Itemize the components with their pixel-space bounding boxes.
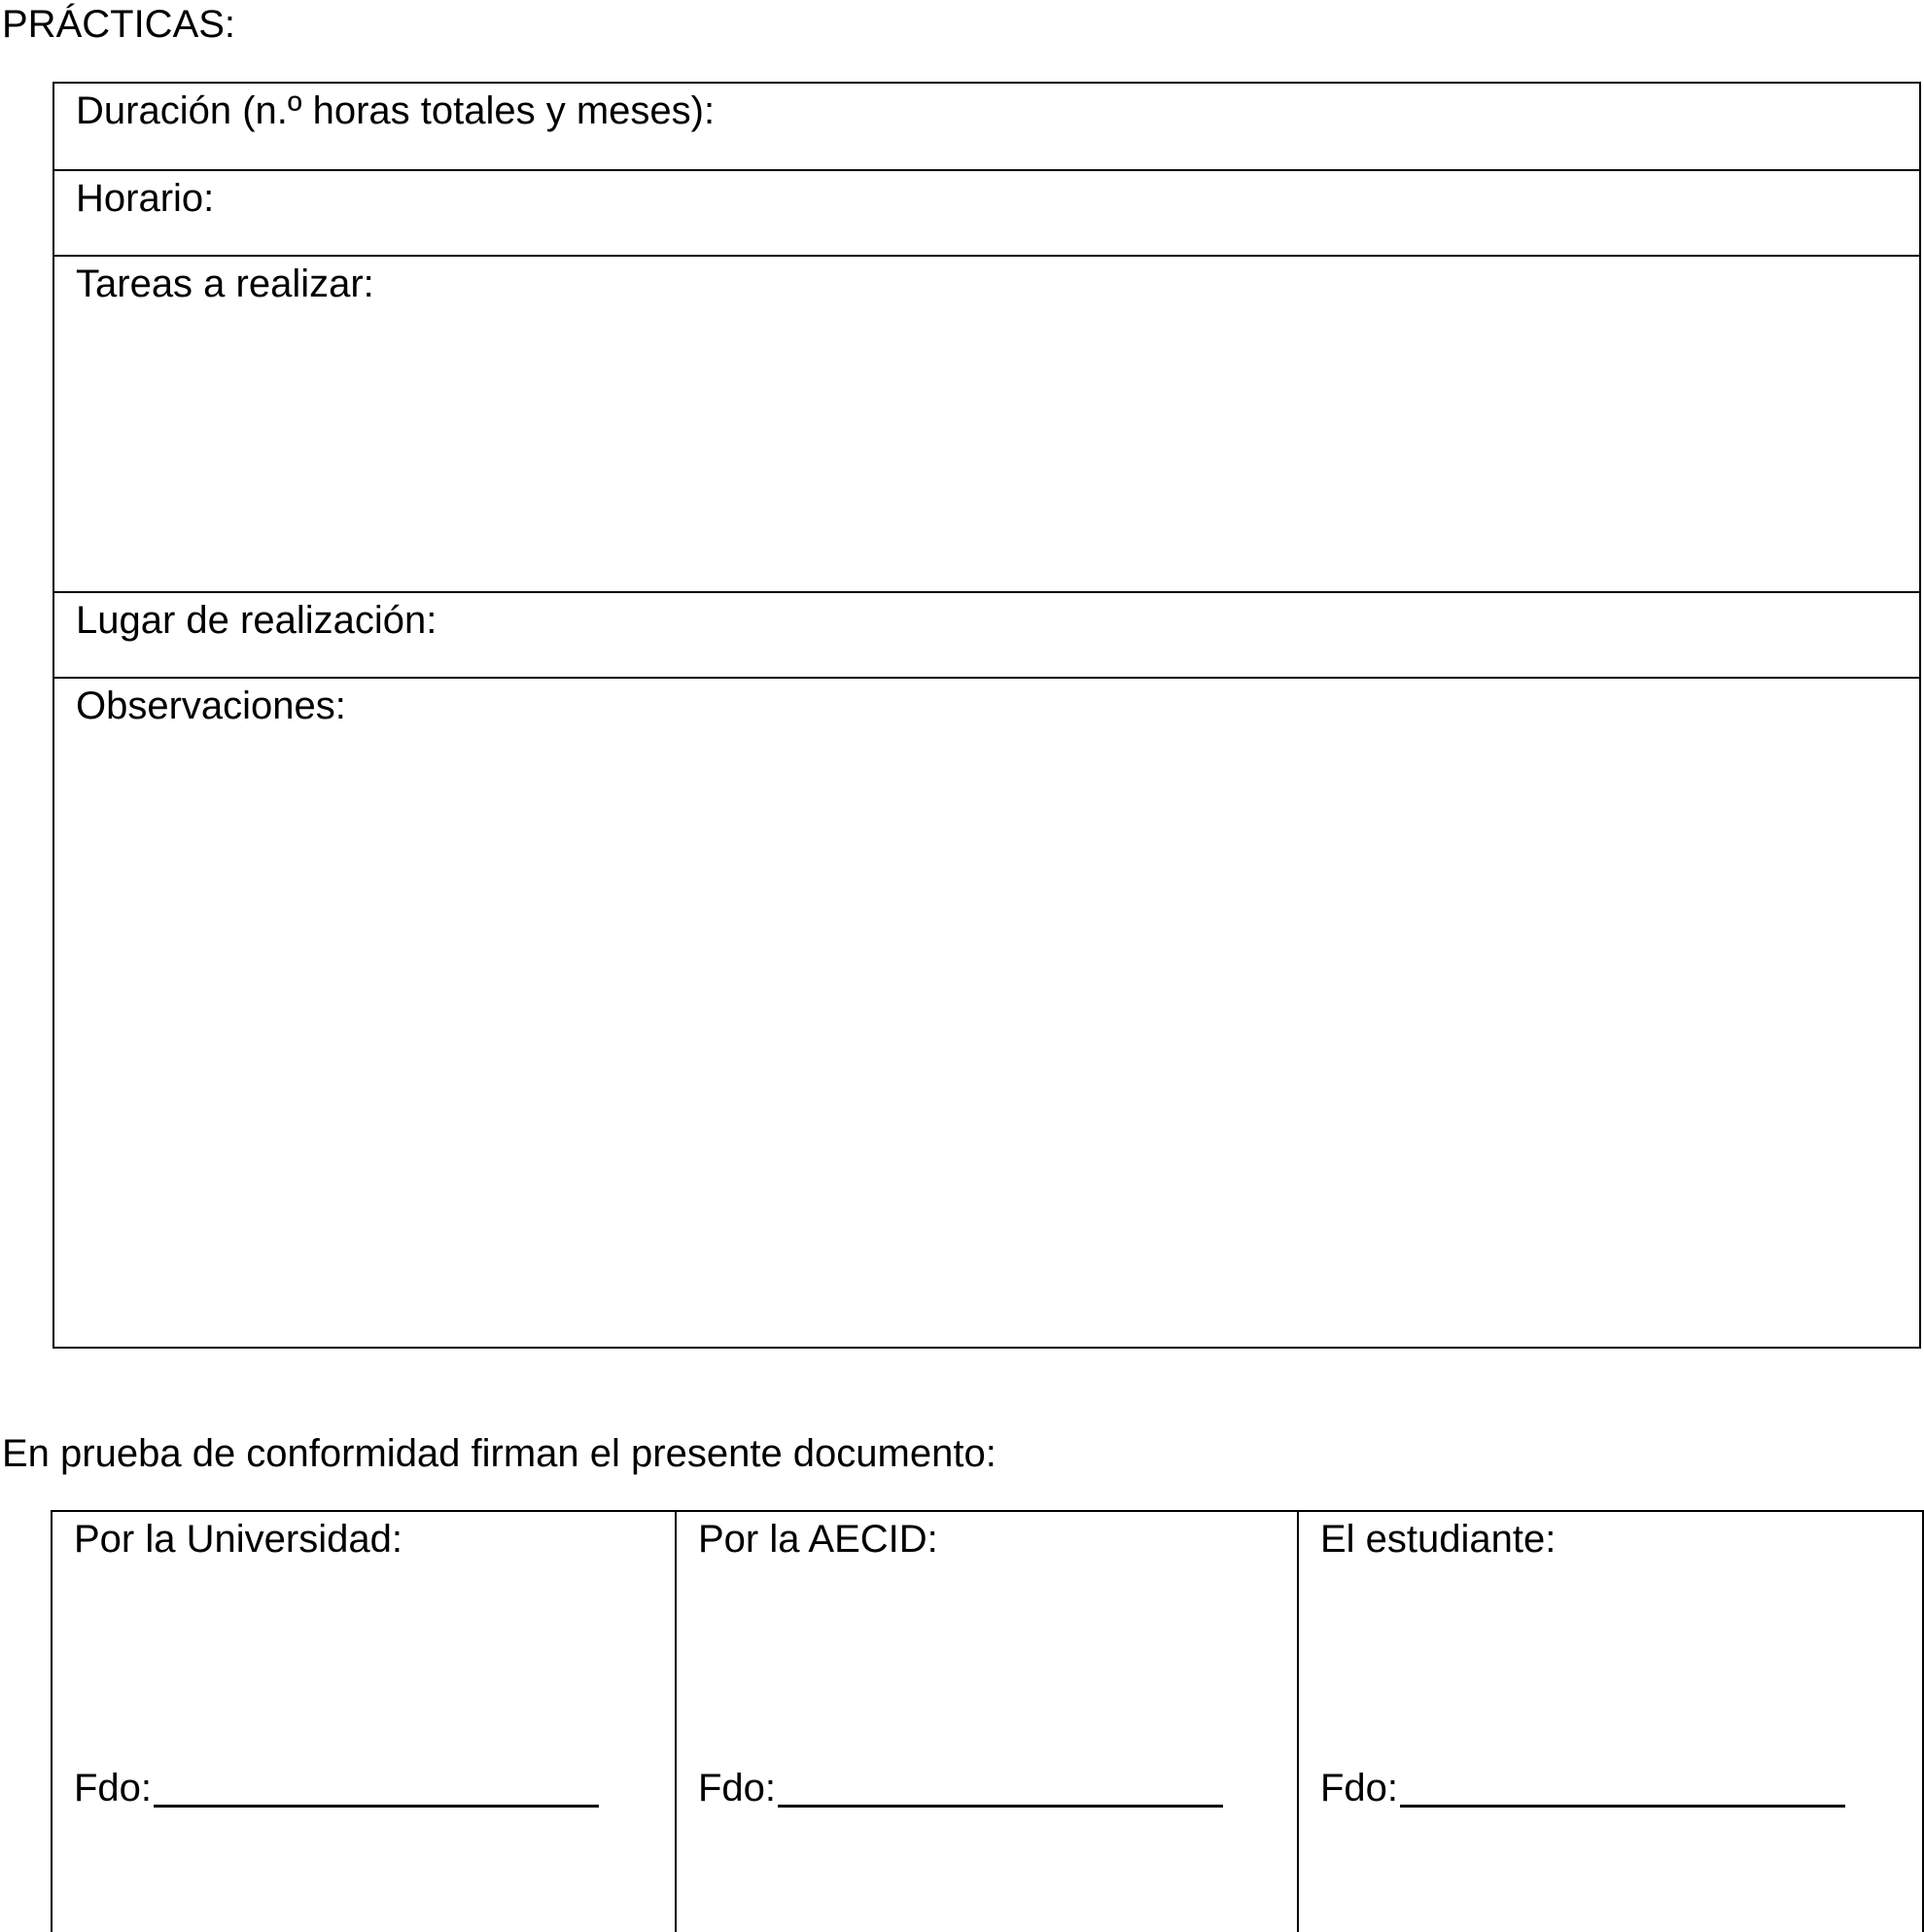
signature-line[interactable] [1320,1768,1845,1808]
fdo-label: Fdo: [1320,1767,1399,1809]
signature-table [51,1510,1924,1932]
signature-blank[interactable] [778,1768,1223,1808]
signature-cell-estudiante [1297,1512,1922,1932]
field-row-tareas[interactable] [54,255,1919,591]
signature-blank[interactable] [1400,1768,1845,1808]
signature-line[interactable] [698,1768,1223,1808]
signature-line[interactable] [74,1768,599,1808]
fdo-label: Fdo: [74,1767,153,1809]
section-heading-practicas: PRÁCTICAS: [2,3,236,46]
field-label-observaciones: Observaciones: [76,685,346,727]
field-label-horario: Horario: [76,177,215,220]
fdo-label: Fdo: [698,1767,777,1809]
field-row-observaciones[interactable] [54,677,1919,1347]
signature-party-label: El estudiante: [1320,1518,1557,1561]
field-label-duracion: Duración (n.º horas totales y meses): [76,89,716,132]
signature-party-label: Por la AECID: [698,1518,938,1561]
field-row-lugar[interactable] [54,591,1919,677]
field-row-horario[interactable] [54,169,1919,255]
signature-blank[interactable] [154,1768,599,1808]
practicas-table [52,82,1921,1349]
conformity-statement: En prueba de conformidad firman el presente documento: [2,1432,997,1475]
signature-cell-universidad [52,1512,675,1932]
field-label-lugar: Lugar de realización: [76,599,437,642]
field-row-duracion[interactable] [54,84,1919,169]
signature-party-label: Por la Universidad: [74,1518,402,1561]
signature-cell-aecid [675,1512,1297,1932]
field-label-tareas: Tareas a realizar: [76,263,374,305]
